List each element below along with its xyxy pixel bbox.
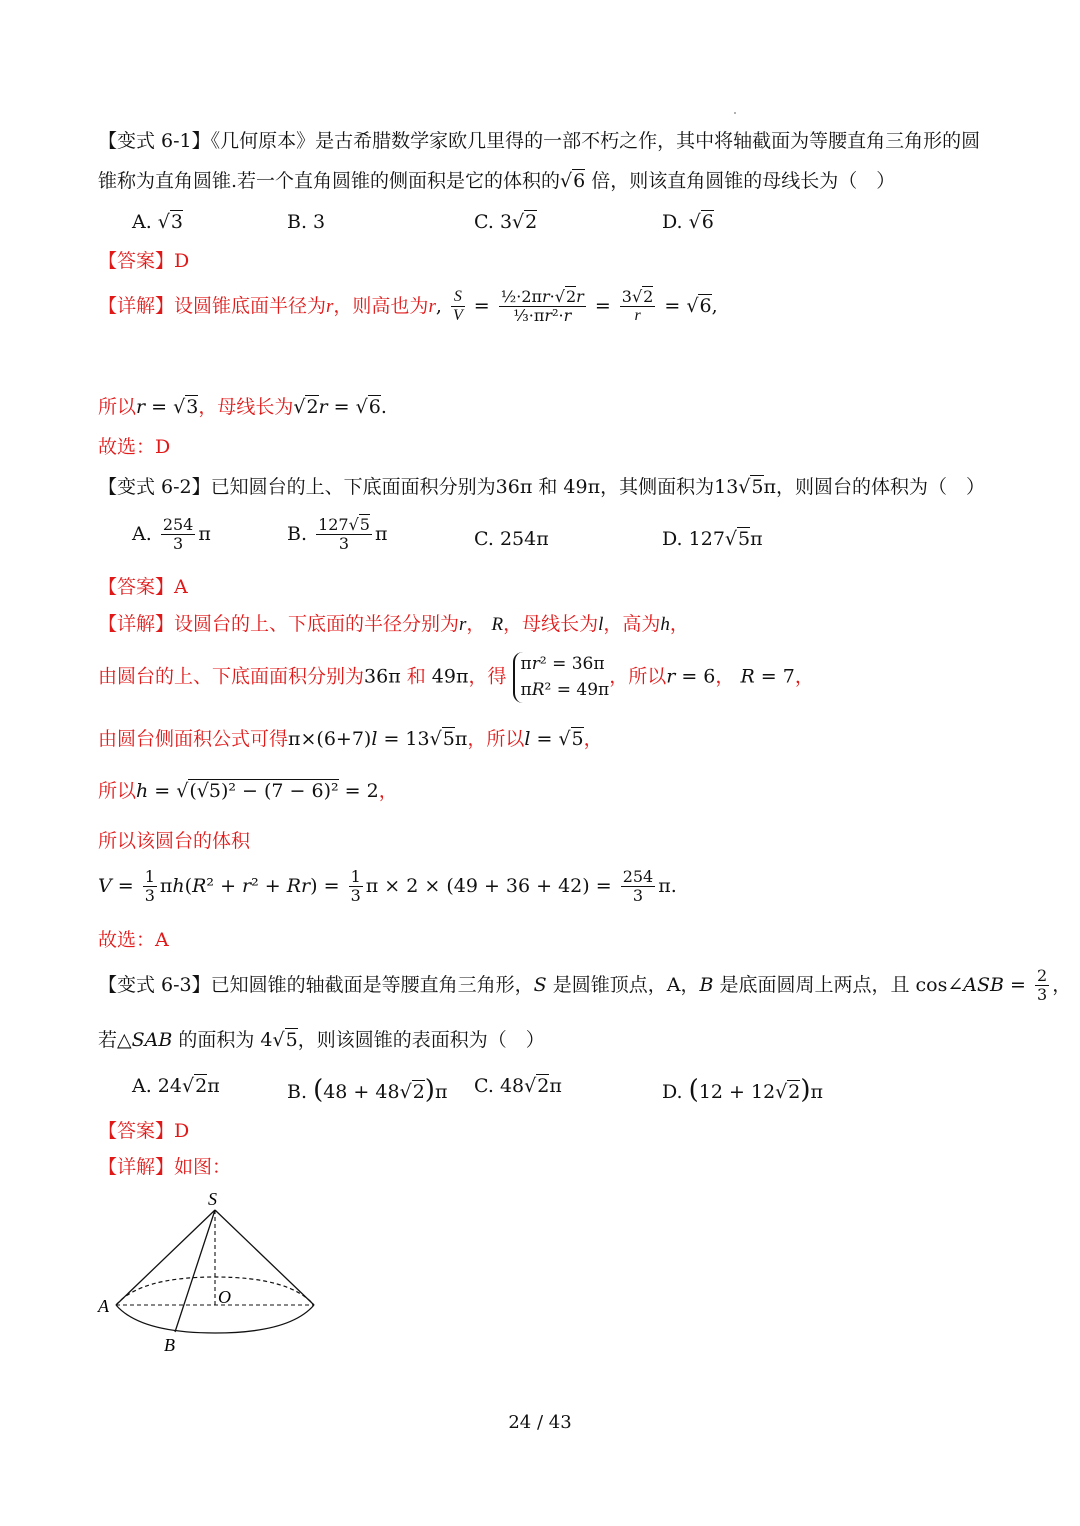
q61-line2-tail: 倍，则该直角圆锥的母线长为（ ） bbox=[591, 170, 896, 192]
q63-option-d: D. (12 + 12√2)π bbox=[662, 1075, 824, 1105]
label-a: A bbox=[98, 1296, 109, 1316]
q61-line2: 锥称为直角圆锥.若一个直角圆锥的侧面积是它的体积的√6 倍，则该直角圆锥的母线长为（ ） bbox=[98, 170, 896, 192]
q61-so: 所以r = √3，母线长为√2r = √6. bbox=[98, 396, 387, 418]
q63-answer: 【答案】D bbox=[98, 1120, 190, 1142]
equation-system: πr² = 36π πR² = 49π bbox=[513, 652, 610, 703]
q61-line2-text: 锥称为直角圆锥.若一个直角圆锥的侧面积是它的体积的 bbox=[98, 170, 561, 192]
q63-detail: 【详解】如图： bbox=[98, 1156, 232, 1178]
cone-figure bbox=[90, 1185, 330, 1355]
cone-edge-sa bbox=[116, 1210, 215, 1305]
q62-detail5: 所以该圆台的体积 bbox=[98, 830, 251, 852]
page-number: 24 / 43 bbox=[508, 1412, 572, 1433]
q63-option-b: B. (48 + 48√2)π bbox=[287, 1075, 448, 1105]
q62-choice: 故选：A bbox=[98, 929, 169, 951]
q62-option-d: D. 127√5π bbox=[662, 528, 763, 550]
q63-line2: 若△SAB 的面积为 4√5，则该圆锥的表面积为（ ） bbox=[98, 1029, 545, 1051]
label-o: O bbox=[218, 1287, 231, 1307]
q62-detail1: 【详解】设圆台的上、下底面的半径分别为r， R，母线长为l，高为h， bbox=[98, 613, 689, 635]
q62-detail2: 由圆台的上、下底面面积分别为36π 和 49π，得 πr² = 36π πR² = 49π ，所以r = 6， R = 7， bbox=[98, 652, 814, 703]
label-b: B bbox=[164, 1335, 175, 1355]
label-s: S bbox=[208, 1189, 217, 1209]
q61-option-b: B. 3 bbox=[287, 211, 326, 233]
q62-detail4: 所以h = √(√5)² − (7 − 6)² = 2， bbox=[98, 780, 398, 802]
q62-answer: 【答案】A bbox=[98, 576, 188, 598]
q62-detail3: 由圆台侧面积公式可得π×(6+7)l = 13√5π，所以l = √5， bbox=[98, 728, 603, 750]
q63-line1: 【变式 6-3】已知圆锥的轴截面是等腰直角三角形，S 是圆锥顶点，A，B 是底面圆周上两点，且 cos∠ASB = $\frac{2}{3}$ ， bbox=[98, 966, 1072, 1005]
q61-option-a: A. √3 bbox=[132, 211, 184, 233]
q61-detail: 【详解】设圆锥底面半径为r，则高也为r, $\frac{S}{V}$ = $\frac{\text{½·2πr·√2r}}{\text{⅓·πr²·r}}$ = $\frac{3√2}{r}$ = √6, bbox=[98, 287, 718, 326]
q61-option-c: C. 3√2 bbox=[474, 211, 538, 233]
q62-option-b: B. $\frac{127√5}{3}$ π bbox=[287, 515, 388, 554]
q62-option-a: A. $\frac{254}{3}$ π bbox=[132, 515, 211, 554]
q62-option-c: C. 254π bbox=[474, 528, 549, 550]
q61-line1: 【变式 6-1】《几何原本》是古希腊数学家欧几里得的一部不朽之作，其中将轴截面为等腰直角三角形的圆 bbox=[98, 130, 981, 152]
q61-answer: 【答案】D bbox=[98, 250, 190, 272]
speck bbox=[734, 112, 736, 114]
q63-option-c: C. 48√2π bbox=[474, 1075, 562, 1097]
q62-line1: 【变式 6-2】已知圆台的上、下底面面积分别为36π 和 49π，其侧面积为13√5π，则圆台的体积为（ ） bbox=[98, 476, 986, 498]
q62-volume-formula: V = $\frac{1}{3}$ πh(R² + r² + Rr) = $\frac{1}{3}$ π × 2 × (49 + 36 + 42) = $\frac{254}{3}$ π. bbox=[98, 867, 677, 906]
q61-option-d: D. √6 bbox=[662, 211, 714, 233]
cone-base-front-arc bbox=[116, 1305, 314, 1333]
q63-option-a: A. 24√2π bbox=[132, 1075, 220, 1097]
q61-choice: 故选：D bbox=[98, 436, 171, 458]
